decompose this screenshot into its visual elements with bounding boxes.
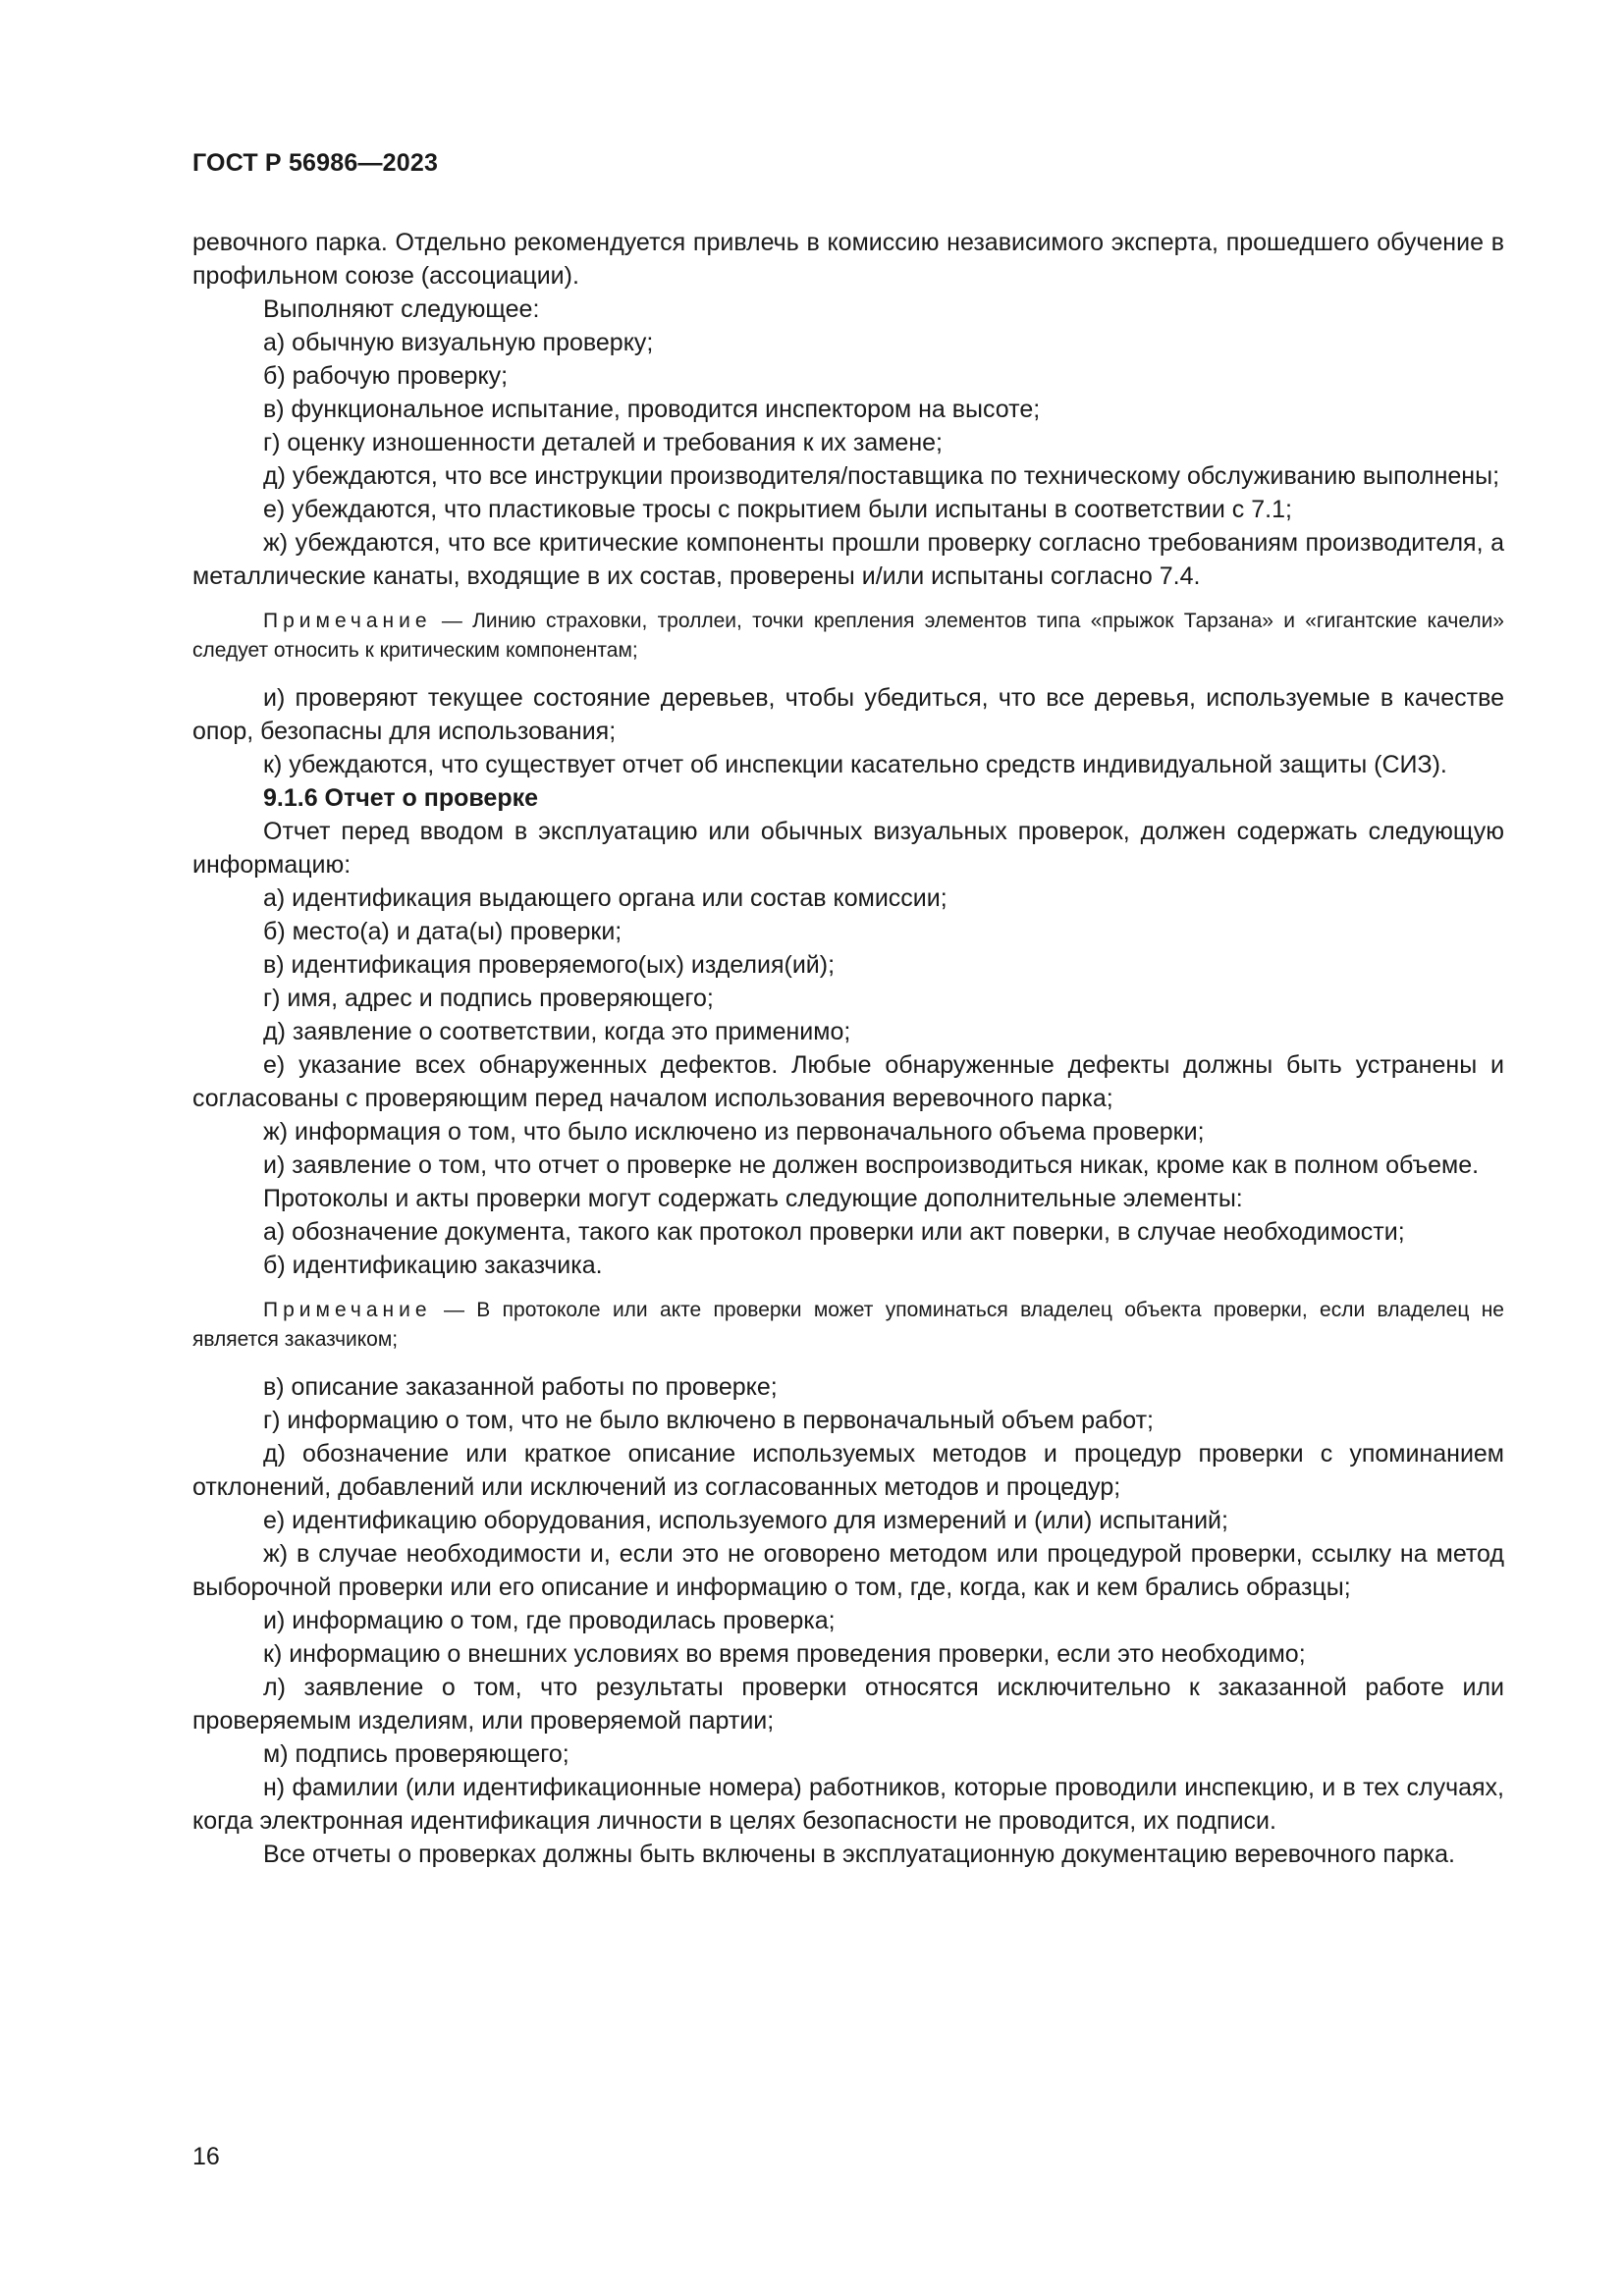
list-item: к) убеждаются, что существует отчет об инспекции касательно средств индивидуальной защиты (СИЗ).	[263, 751, 1447, 778]
list-item: а) обозначение документа, такого как протокол проверки или акт поверки, в случае необходимости;	[263, 1218, 1405, 1246]
list-item: д) убеждаются, что все инструкции производителя/поставщика по техническому обслуживанию выполнены;	[263, 462, 1500, 490]
list-item: н) фамилии (или идентификационные номера) работников, которые проводили инспекцию, и в тех случаях, когда электронная идентификация личности в целях безопасности не проводится, их подписи.	[192, 1774, 1504, 1835]
list-item: г) информацию о том, что не было включено в первоначальный объем работ;	[263, 1407, 1154, 1434]
list-item: ж) информация о том, что было исключено из первоначального объема проверки;	[263, 1118, 1205, 1146]
list-item: ж) в случае необходимости и, если это не оговорено методом или процедурой проверки, ссылку на метод выборочной проверки или его описание и информацию о том, где, когда, как и кем брались образцы;	[192, 1540, 1504, 1601]
list-item: и) проверяют текущее состояние деревьев, чтобы убедиться, что все деревья, используемые в качестве опор, безопасны для использования;	[192, 684, 1504, 745]
section-title: 9.1.6 Отчет о проверке	[263, 784, 539, 812]
list-item: ж) убеждаются, что все критические компоненты прошли проверку согласно требованиям производителя, а металлические канаты, входящие в их состав, проверены и/или испытаны согласно 7.4.	[192, 529, 1504, 590]
list-item: г) имя, адрес и подпись проверяющего;	[263, 985, 714, 1012]
list-item: е) убеждаются, что пластиковые тросы с покрытием были испытаны в соответствии с 7.1;	[263, 496, 1292, 523]
list-item: а) идентификация выдающего органа или состав комиссии;	[263, 884, 947, 912]
paragraph-perform: Выполняют следующее:	[263, 295, 540, 323]
list-item: д) заявление о соответствии, когда это применимо;	[263, 1018, 851, 1045]
list-item: е) указание всех обнаруженных дефектов. Любые обнаруженные дефекты должны быть устранены и согласованы с проверяющим перед началом использования веревочного парка;	[192, 1051, 1504, 1112]
list-item: б) место(а) и дата(ы) проверки;	[263, 918, 623, 945]
list-item: а) обычную визуальную проверку;	[263, 329, 654, 356]
list-item: в) функциональное испытание, проводится инспектором на высоте;	[263, 396, 1041, 423]
list-item: е) идентификацию оборудования, используемого для измерений и (или) испытаний;	[263, 1507, 1228, 1534]
list-item: в) описание заказанной работы по проверке;	[263, 1373, 778, 1401]
list-item: б) идентификацию заказчика.	[263, 1252, 603, 1279]
list-item: б) рабочую проверку;	[263, 362, 509, 390]
document-header: ГОСТ Р 56986—2023	[192, 149, 439, 177]
list-item: к) информацию о внешних условиях во время проведения проверки, если это необходимо;	[263, 1640, 1306, 1668]
list-item: м) подпись проверяющего;	[263, 1740, 569, 1768]
paragraph-protocols: Протоколы и акты проверки могут содержать следующие дополнительные элементы:	[263, 1185, 1243, 1212]
note-owner	[192, 1296, 1504, 1355]
note-label: Примечание	[263, 1299, 432, 1321]
note-critical-components	[192, 607, 1504, 666]
paragraph-report: Отчет перед вводом в эксплуатацию или обычных визуальных проверок, должен содержать следующую информацию:	[192, 818, 1504, 879]
note-text: — В протоколе или акте проверки может упоминаться владелец объекта проверки, если владелец не является заказчиком;	[192, 1299, 1504, 1351]
list-item: г) оценку изношенности деталей и требования к их замене;	[263, 429, 943, 456]
paragraph-intro: ревочного парка. Отдельно рекомендуется привлечь в комиссию независимого эксперта, прошедшего обучение в профильном союзе (ассоциации).	[192, 229, 1504, 290]
document-body	[192, 226, 1504, 1871]
note-text: — Линию страховки, троллеи, точки крепления элементов типа «прыжок Тарзана» и «гигантские качели» следует относить к критическим компонентам;	[192, 610, 1504, 662]
paragraph-final: Все отчеты о проверках должны быть включены в эксплуатационную документацию веревочного парка.	[263, 1841, 1456, 1868]
list-item: и) информацию о том, где проводилась проверка;	[263, 1607, 836, 1634]
list-item: в) идентификация проверяемого(ых) изделия(ий);	[263, 951, 836, 979]
list-item: д) обозначение или краткое описание используемых методов и процедур проверки с упоминанием отклонений, добавлений или исключений из согласованных методов и процедур;	[192, 1440, 1504, 1501]
note-label: Примечание	[263, 610, 432, 632]
page-number: 16	[192, 2143, 220, 2170]
list-item: и) заявление о том, что отчет о проверке не должен воспроизводиться никак, кроме как в полном объеме.	[263, 1151, 1480, 1179]
list-item: л) заявление о том, что результаты проверки относятся исключительно к заказанной работе или проверяемым изделиям, или проверяемой партии;	[192, 1674, 1504, 1735]
